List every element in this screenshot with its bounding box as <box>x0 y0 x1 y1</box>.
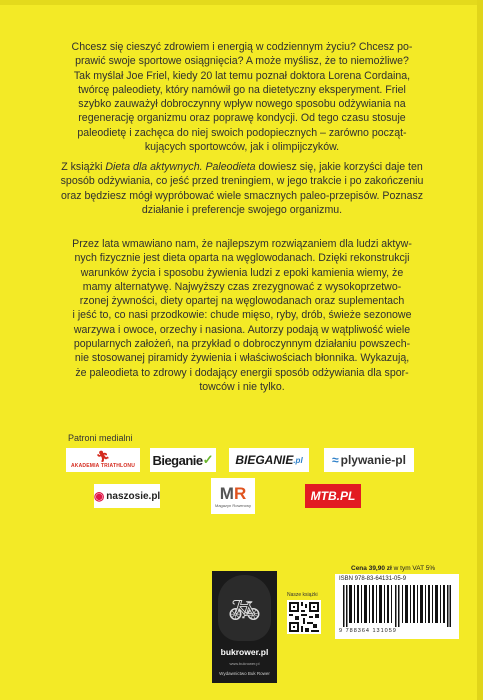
text-line: prawić swoje sportowe osiągnięcia? A może myślisz, że to niemożliwe? <box>75 55 409 68</box>
logo-text: Magazyn Rowerowy <box>214 502 251 508</box>
publisher-tagline: www.bukrower.pl <box>229 661 260 666</box>
publisher-logo <box>212 571 277 683</box>
logo-text: BIEGANIE <box>235 453 294 467</box>
logo-text: Bieganie <box>152 452 203 468</box>
cover-right-edge <box>477 0 483 700</box>
vat-note: w tym VAT 5% <box>393 565 436 572</box>
text-line: regenerację organizmu oraz poprawę kondycji. Od tego czasu stosuje <box>78 112 406 125</box>
runner-icon: 🏃︎ <box>96 450 110 463</box>
cover-top-edge <box>0 0 483 5</box>
text-line: nych fizycznie jest dieta oparta na węglowodanach. Dzięki rekonstrukcji <box>74 252 410 265</box>
text-line: i jeść to, co nasi przodkowie: chude mięso, ryby, drób, świeże sezonowe <box>72 309 412 322</box>
book-title-italic: Dieta dla aktywnych. Paleodieta <box>105 161 256 173</box>
text-line: Chcesz się cieszyć zdrowiem i energią w codziennym życiu? Chcesz po- <box>71 41 413 53</box>
swoosh-icon: ✓ <box>202 452 214 467</box>
bieganie-pl-logo <box>229 448 309 472</box>
logo-domain: .pl <box>293 455 303 465</box>
price-value: Cena 39,90 zł <box>351 565 392 572</box>
akademia-triathlonu-logo <box>66 448 140 472</box>
text-line: Tak myślał Joe Friel, kiedy 20 lat temu poznał doktora Lorena Cordaina, <box>73 69 411 82</box>
text-line: Przez lata wmawiano nam, że najlepszym rozwiązaniem dla ludzi aktyw- <box>72 238 412 250</box>
barcode-number: 9 788364 131059 <box>339 628 397 634</box>
magazyn-rowerowy-logo <box>211 478 255 514</box>
text-line: kujących sportowców, jak i olimpijczyków. <box>144 141 340 154</box>
text-line: rzonej żywności, diety opartej na węglowodanach oraz suplementach <box>79 295 405 308</box>
blurb-paragraph-3 <box>60 237 424 394</box>
text-line: towców i nie tylko. <box>199 380 285 393</box>
p2-rest: dowiesz się, jakie korzyści daje ten sposób odżywiania, co jeść przed treningiem, w jego trakcie i po zakończeniu oraz będziesz mógł wypróbować wiele smacznych paleo-przepisów. Poznasz działanie i preferencje swojego organizmu. <box>60 161 424 216</box>
text-line: mamy alternatywę. Najwyższy czas zrezygnować z wysokoprzetwo- <box>82 280 402 293</box>
text-line: warzywa i owoce, orzechy i nasiona. Autorzy podają w wątpliwość wiele <box>73 323 411 336</box>
logo-mark: MR <box>219 483 247 503</box>
qr-label: Nasze książki <box>287 592 318 598</box>
barcode-bars <box>343 585 451 627</box>
logo-text: MTB.PL <box>310 489 356 503</box>
logo-text: naszosie.pl <box>106 490 161 502</box>
text-line: szybko zauważył dobroczynny wpływ nowego sposobu odżywiania na <box>78 98 406 111</box>
isbn-text: ISBN 978-83-64131-05-9 <box>339 576 407 582</box>
publisher-imprint: Wydawnictwo Buk Rower <box>219 671 270 676</box>
naszosie-logo <box>94 484 160 508</box>
plywanie-pl-logo <box>324 448 414 472</box>
p2-intro: Z książki <box>61 161 106 173</box>
text-line: warunków życia i sposobu żywienia ludzi z epoki kamienia wiemy, że <box>80 266 404 279</box>
text-line: paleodietę i zachęca do niej swoich podopiecznych – zarówno począt- <box>77 126 407 139</box>
text-line: twórcę paleodiety, który namówił go na dietetyczny eksperyment. Friel <box>78 83 406 96</box>
logo-text: AKADEMIA TRIATHLONU <box>70 462 136 469</box>
mtb-pl-logo <box>305 484 361 508</box>
cyclist-icon: ◉ <box>93 489 105 503</box>
bieganie-logo <box>150 448 216 472</box>
wave-icon: ≈ <box>332 453 339 467</box>
price-label <box>351 565 435 572</box>
text-line: że paleodieta to zdrowy i dodający energii sposób odżywiania dla spor- <box>75 366 409 379</box>
media-patrons-heading: Patroni medialni <box>68 433 133 443</box>
bicycle-icon: 🚲︎ <box>227 595 261 625</box>
publisher-name: bukrower.pl <box>220 647 269 657</box>
text-line: nie stosowanej piramidy żywienia i właściwościach błonnika. Wykazują, <box>74 352 410 365</box>
qr-code <box>287 600 321 634</box>
blurb-paragraph-2 <box>60 160 424 217</box>
barcode-box <box>335 574 459 639</box>
logo-text: plywanie-pl <box>340 453 406 467</box>
blurb-paragraph-1 <box>60 40 424 154</box>
text-line: popularnych założeń, na przykład o dobroczynnym działaniu powszech- <box>73 338 411 351</box>
